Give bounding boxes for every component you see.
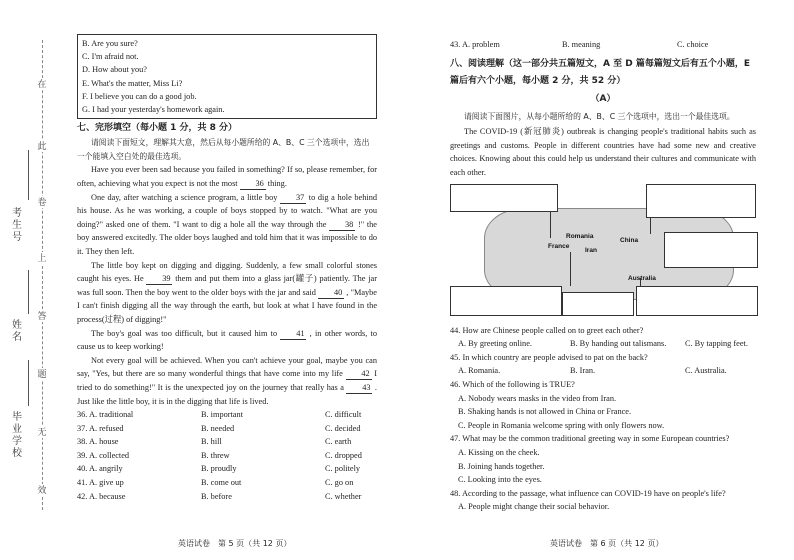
binding-word: 无 (37, 427, 47, 437)
choice-row: 41. A. give up B. come out C. go on (77, 478, 354, 488)
blank-42: 42 (346, 368, 372, 380)
binding-margin (0, 0, 62, 560)
choice-row: 39. A. collected B. threw C. dropped (77, 450, 362, 460)
option-item: E. What's the matter, Miss Li? (82, 78, 183, 88)
question-45: 45. In which country are people advised to pat on the back? A. Romania. B. Iran. C. Australia. (450, 352, 727, 376)
choice-row: 38. A. house B. hill C. earth (77, 437, 352, 447)
choices-list (77, 408, 377, 503)
blank-37: 37 (280, 192, 306, 204)
map-note (664, 232, 758, 268)
binding-word: 答 (37, 311, 47, 321)
intro-paragraph: The COVID-19 (新冠肺炎) outbreak is changing people's traditional habits such as greetings and customs. People in different countries have had some new and creative choices. Knowing about this could help us understand their cultures and communicate with each other. (450, 127, 756, 177)
question-47: 47. What may be the common traditional greeting way in some European countries? A. Kissing on the cheek. B. Joining hands together. C. Looking into the eyes. (450, 434, 730, 485)
section-8-title: 八、阅读理解（这一部分共五篇短文，A 至 D 篇每篇短文后有五个小题，E 篇后有六个小题，每小题 2 分，共 52 分） (450, 58, 750, 86)
map-pointer (550, 212, 551, 238)
binding-word: 卷 (37, 197, 47, 207)
left-page (77, 34, 377, 503)
blank-41: 41 (280, 328, 306, 340)
exam-number-line (28, 150, 29, 200)
name-line (28, 270, 29, 314)
part-a-instructions: 请阅读下面图片，从每小题所给的 A、B、C 三个选项中，选出一个最佳选项。 (464, 111, 735, 121)
name-label: 姓名 (12, 320, 22, 343)
school-label: 毕业学校 (12, 412, 22, 459)
section-7-title: 七、完形填空（每小题 1 分，共 8 分） (77, 123, 238, 134)
passage-paragraph: One day, after watching a science program, a little boy 37 to dig a hole behind his house. As he was working, a couple of boys stopped by to watch. "What are you doing?" asked one of them. "I want to dig a hole all the way through the 38 !" the boy answered excitedly. The older boys laughed and told him that it was impossible to do it. They then left. (77, 192, 377, 256)
option-item: C. I'm afraid not. (82, 52, 139, 62)
map-note (646, 184, 756, 218)
map-pointer (570, 252, 571, 286)
option-item: F. I believe you can do a good job. (82, 91, 197, 101)
question-48: 48. According to the passage, what influence can COVID-19 have on people's life? A. People might change their social behavior. (450, 488, 726, 512)
binding-word: 在 (37, 79, 47, 89)
choice-row: 36. A. traditional B. important C. difficult (77, 410, 362, 420)
blank-38: 38 (329, 219, 355, 231)
map-label-iran: Iran (585, 246, 597, 254)
map-label-china: China (620, 236, 639, 244)
choice-row: 43. A. problem B. meaning C. choice (450, 40, 709, 49)
passage-paragraph: Have you ever been sad because you failed in something? If so, please remember, for often, achieving what you expect is not the most 36 thing. (77, 165, 377, 188)
map-note (562, 292, 634, 316)
page-footer-right: 英语试卷 第 6 页（共 12 页） (550, 539, 664, 548)
right-page (450, 34, 756, 514)
world-map-figure (450, 182, 760, 320)
map-note (450, 184, 558, 212)
binding-dash-line (42, 40, 43, 510)
choice-row: 42. A. because B. before C. whether (77, 491, 362, 501)
binding-word: 题 (37, 369, 47, 379)
exam-number-label: 考生号 (12, 208, 22, 243)
option-item: B. Are you sure? (82, 39, 138, 48)
map-label-france: France (548, 242, 570, 250)
map-pointer (650, 218, 651, 234)
binding-word: 上 (37, 253, 47, 263)
choice-row: 37. A. refused B. needed C. decided (77, 423, 361, 433)
question-44: 44. How are Chinese people called on to greet each other? A. By greeting online. B. By handing out talismans. C. By tapping feet. (450, 325, 748, 349)
blank-40: 40 (318, 287, 344, 299)
map-pointer (640, 278, 641, 286)
page-footer-left: 英语试卷 第 5 页（共 12 页） (178, 539, 292, 548)
dialogue-options-box (77, 34, 377, 119)
option-item: D. How about you? (82, 65, 147, 75)
map-note (450, 286, 562, 316)
section-7-instructions: 请阅读下面短文，理解其大意，然后从每小题所给的 A、B、C 三个选项中，选出一个能填入空白处的最佳选项。 (77, 138, 370, 161)
blank-43: 43 (346, 382, 372, 394)
map-label-australia: Australia (628, 274, 656, 282)
passage-paragraph: The boy's goal was too difficult, but it caused him to 41 , in other words, to cause us to keep working! (77, 328, 377, 352)
blank-39: 39 (146, 273, 172, 285)
part-a-label: （A） (590, 93, 616, 104)
choice-row: 40. A. angrily B. proudly C. politely (77, 464, 361, 474)
question-46: 46. Which of the following is TRUE? A. Nobody wears masks in the video from Iran. B. Shaking hands is not allowed in China or France. C. People in Romania welcome spring with only flowers now. (450, 379, 665, 430)
option-item: G. I had your yesterday's homework again. (82, 105, 225, 115)
map-note (636, 286, 758, 316)
map-label-romania: Romania (566, 232, 594, 240)
school-line (28, 360, 29, 406)
binding-word: 效 (37, 485, 47, 495)
passage-paragraph: Not every goal will be achieved. When you can't achieve your goal, maybe you can say, "Yes, but there are so many wonderful things that have come into my life 42 I tried to do something!" It is the unexpected joy on the journey that really has a 43 . Just like the little boy, it is in the digging that life is lived. (77, 355, 377, 406)
passage-paragraph: The little boy kept on digging and digging. Suddenly, a few small colorful stones caught his eyes. He 39 them and put them into a glass jar(罐子) patiently. The jar was full soon. Then the boy went to the older boys with the jar and said 40 , "Maybe I can't finish digging all the way through the earth, but look at what I have found in the process(过程) of digging!" (77, 260, 377, 324)
binding-word: 此 (37, 141, 47, 151)
blank-36: 36 (240, 178, 266, 190)
